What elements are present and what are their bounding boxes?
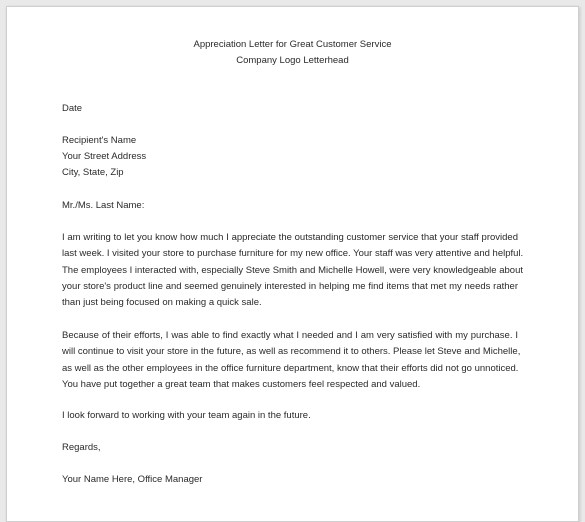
paragraph-2-line: You have put together a great team that makes customers feel respected and valued. <box>62 378 421 390</box>
paragraph-2-line: Because of their efforts, I was able to find exactly what I needed and I am very satisfied with my purchase. I <box>62 330 518 341</box>
paragraph-3: I look forward to working with your team again in the future. <box>62 410 311 421</box>
salutation: Mr./Ms. Last Name: <box>62 200 145 211</box>
paragraph-1-line: last week. I visited your store to purchase furniture for my new office. Your staff was very attentive and helpful. <box>62 248 524 260</box>
paragraph-1-line: I am writing to let you know how much I appreciate the outstanding customer service that your staff provided <box>62 232 518 243</box>
letter-title: Appreciation Letter for Great Customer Service <box>193 39 392 50</box>
recipient-street: Your Street Address <box>62 151 147 162</box>
recipient-name: Recipient's Name <box>62 135 137 146</box>
paragraph-1-line: The employees I interacted with, especially Steve Smith and Michelle Howell, were very knowledgeable about <box>62 264 523 276</box>
paragraph-2-line: will continue to visit your store in the future, as well as recommend it to others. Please let Steve and Michelle, <box>62 346 521 358</box>
closing: Regards, <box>62 442 101 453</box>
date-line: Date <box>62 103 83 114</box>
paragraph-1-line: than just being focused on making a quick sale. <box>62 297 262 309</box>
recipient-city: City, State, Zip <box>62 167 124 178</box>
paragraph-2-line: as well as the other employees in the office furniture department, know that their efforts did not go unnoticed. <box>62 362 519 374</box>
letter-page <box>6 6 579 522</box>
paragraph-1-line: your store's product line and seemed genuinely interested in helping me find items that met my needs rather <box>62 280 518 292</box>
signature: Your Name Here, Office Manager <box>62 474 203 485</box>
paragraph-2 <box>62 328 521 393</box>
letterhead: Company Logo Letterhead <box>236 55 349 66</box>
paragraph-1 <box>62 230 524 311</box>
